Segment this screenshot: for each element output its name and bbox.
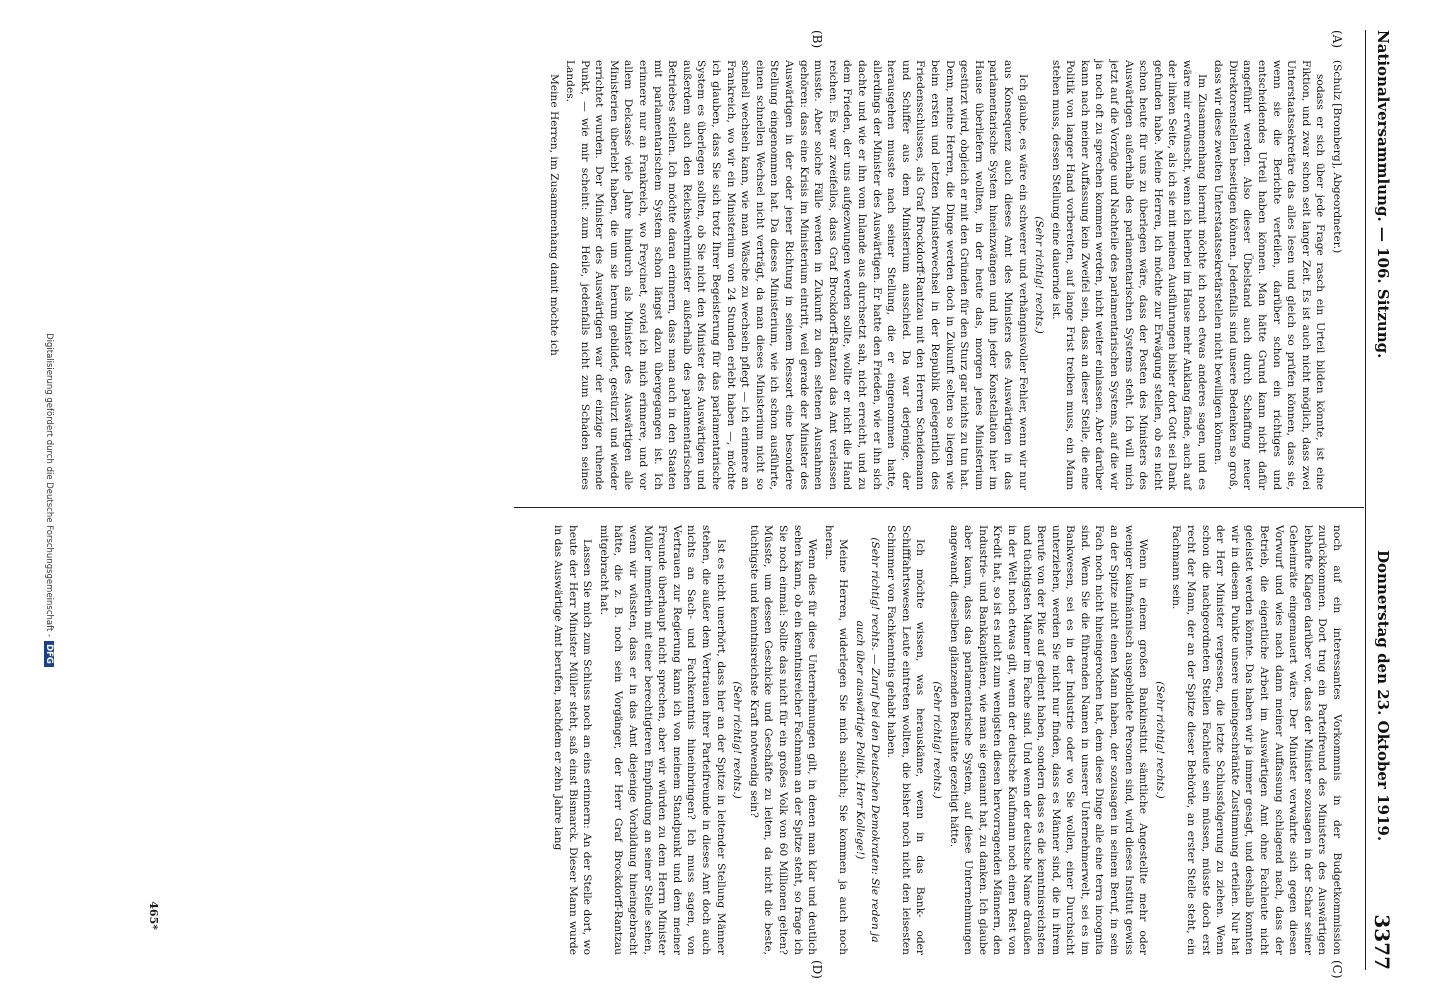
margin-mark-c: (C) [1330,960,1344,979]
left-column-paragraph: sodass er sich über jede Frage rasch ein Urteil bilden könnte, ist eine Fiktion, und zwar schon seit langer Zeit. Es ist auch nicht möglich, dass zwei Unterstaatssekretäre das alles lesen und gleich so prüfen können, dass sie, wenn sie die Berichte verteilen, darüber schon ein richtiges und entscheidendes Urteil haben können. Man hätte Grund kann nicht dafür angeführt werden. Also dieser Übelstand auch durch Schaffung neuer Direktorenstellen beseitigen können. Jedenfalls sind unsere Bedenken so groß, dass wir diese zweiten Unterstaatssekretärstellen nicht bewilligen können. [1212,60,1327,490]
page-number: 3377 [1370,914,1394,970]
right-column-paragraph: noch auf ein interessantes Vorkommnis in der Budgetkommission zurückkommen. Dort trug ein Parteifreund des Ministers des Auswärtigen lebhafte Klagen darüber vor, dass der Minister sozusagen in der Schar seiner Geheimräte eingemauert wäre. Der Minister verwahrte sich gegen diesen Vorwurf und wies nach dann meiner Auffassung schlagend nach, dass der Betrieb, die eigentliche Arbeit im Auswärtigen Amt ohne Fachleute nicht geleistet werden könnte. Das haben wir ja immer gesagt, und deshalb konnten wir in diesem Punkte unsere uneingeschränkte Zustimmung erteilen. Nur hat der Herr Minister vergessen, die letzte Schlussfolgerung zu ziehen. Wenn schon die nachgeordneten Stellen Fachleute sein müssen, müsste doch erst recht der Mann, der an der Spitze dieser Behörde, an erster Stelle steht, ein Fachmann sein. [1170,525,1343,955]
left-column-paragraph: Meine Herren, im Zusammenhang damit möchte ich [547,74,560,356]
left-column-paragraph: (Schulz [Bromberg], Abgeordneter.) [1331,60,1343,254]
header-title: Nationalversammlung. — 106. Sitzung. [1374,30,1392,359]
side-note [44,0,54,1000]
right-column-paragraph: Lassen Sie mich zum Schluss noch an eins erinnern: An der Stelle dort, wo heute der Herr Minister Müller steht, saß einst Bismarck. Dieser Mann wurde in das Auswärtige Amt berufen, nachdem er zehn Jahre lang [552,525,594,955]
right-column-paragraph: Wenn dies für diese Unternehmungen gilt, in denen man klar und deutlich sehen kann, ob ein kenntnisreicher Fachmann an der Spitze steht, so frage ich Sie noch einmal: Sollte das nicht für ein großes Volk von 60 Millionen gelten? Müsste, um dessen Geschicke und Geschäfte zu leiten, da nicht die beste, tüchtigste und kenntnisreichste Kraft notwendig sein? [747,525,819,955]
page-footer [134,30,164,970]
right-column-remark: (Sehr richtig! rechts. — Zuruf bei den Deutschen Demokraten: Sie reden ja auch über auswärtige Politik, Herr Kollege!) [854,537,881,943]
right-column-paragraph: Ich möchte wissen, was herauskäme, wenn in das Bank- oder Schifffahrtswesen Leute eintreten wollten, die bisher noch nicht den leisesten Schimmer von Fachkenntnis gehabt haben. [885,525,927,955]
margin-mark-d: (D) [810,960,824,979]
right-column-paragraph: Meine Herren, widerlegen Sie mich sachlich; Sie kommen ja auch noch heran. [822,525,850,955]
header-date: Donnerstag den 23. Oktober 1919. [1374,550,1392,842]
right-column-remark: (Sehr richtig! rechts.) [1153,681,1166,799]
right-column [549,525,1344,955]
page-header [1365,30,1394,970]
right-column-remark: (Sehr richtig! rechts.) [930,681,943,799]
left-column-paragraph: Ich glaube, es wäre ein schwerer und verhängnisvoller Fehler, wenn wir nur aus Konsequenz auch dieses Amt des Ministers des Auswärtigen in das parlamentarische System hineinzwängen und ihn jeder Konstellation hier im Hause überliefern wollten, in der heute das, morgen jenes Ministerium gestürzt wird, obgleich er mit den Gründen für den Sturz gar nichts zu tun hat. Denn, meine Herren, die Dinge werden doch in Zukunft selten so liegen wie beim ersten und letzten Ministerwechsel in der Republik gelegentlich des Friedensschlusses, als Graf Brockdorff-Rantzau mit den Herren Scheidemann und Schiffer aus dem Ministerium ausschied. Da war derjenige, der herausgehen musste nach seiner Stellung, die er eingenommen hatte, allerdings der Minister des Auswärtigen. Er hatte den Frieden, wie er ihn sich dachte und wie er ihn vom Inlande aus durchsetzt sah, nicht erreicht, und zu dem Frieden, der uns aufgezwungen werden sollte, wollte er nicht die Hand reichen. Es war zweifellos, dass Graf Brockdorff-Rantzau das Amt verlassen musste. Aber solche Fälle werden in Zukunft zu den seltenen Ausnahmen gehören: dass eine Krisis im Ministerium eintritt, weil gerade der Minister des Auswärtigen in der oder jener Richtung in seinem Ressort eine besondere Stellung eingenommen hat. Da dieses Ministerium, wie ich schon ausführte, einen schnellen Wechsel nicht verträgt, da man dieses Ministerium nicht so schnell wechseln kann, wie man Wäsche zu wechseln pflegt — ich erinnere an Frankreich, wo wir ein Ministerium von 24 Stunden erlebt haben —, möchte ich glauben, dass Sie sich trotz Ihrer Begeisterung für das parlamentarische System es überlegen sollten, ob Sie nicht den Minister des Auswärtigen und außerdem auch den Reichswehrminister außerhalb des parlamentarischen Betriebes stellen. Ich möchte daran erinnern, dass man auch in den Staaten mit parlamentarischem System schon längst dazu übergegangen ist. Ich erinnere nur an Frankreich, wo Freycinet, soviel ich mich erinnere, und vor allem Delcassé viele Jahre hindurch als Minister des Auswärtigen alle Ministerien überlebt haben, die um sie herum gebildet, gestürzt und wieder errichtet wurden. Der Minister des Auswärtigen war der einzige ruhende Punkt, — wie mir scheint: zum Heile, jedenfalls nicht zum Schaden seines Landes. [564,60,1029,490]
right-column-paragraph: Ist es nicht unerhört, dass hier an der Spitze in leitender Stellung Männer stehen, die außer dem Vertrauen ihrer Parteifreunde in dieses Amt doch auch nichts an Sach- und Fachkenntnis hineinbringen? Ich muss sagen, von Vertrauen zur Regierung kann ich von meinem Standpunkt und dem meiner Freunde überhaupt nicht sprechen, aber wir würden zu dem Herrn Minister Müller immerhin mit einer berechtigteren Empfindung an seiner Stelle sehen, wenn wir wüssten, dass er in das Amt diejenige Vorbildung hineingebracht hätte, die z. B. noch sein Vorgänger, der Herr Graf Brockdorff-Rantzau mitgebracht hat. [597,525,727,955]
sheet-number: 465* [147,901,160,930]
left-column-paragraph: Im Zusammenhang hiermit möchte ich noch etwas anderes sagen, und es wäre mir erwünscht, wenn ich hierbei im Hause mehr Anklang fände, auch auf der linken Seite, als ich sie mit meinen Ausführungen bisher dort Gott sei Dank gefunden habe. Meine Herren, ich möchte zur Erwägung stellen, ob es nicht schon heute für uns zu überlegen wäre, dass der Posten des Ministers des Auswärtigen außerhalb des parlamentarischen Systems steht. Ich will mich jetzt auf die Vorzüge und Nachteile des parlamentarischen Systems, auf die wir ja noch oft zu sprechen kommen werden, nicht weiter einlassen. Aber darüber kann nach meiner Auffassung kein Zweifel sein, dass an dieser Stelle, die eine Politik von langer Hand vorbereiten, auf lange Frist treiben muss, ein Mann stehen muss, dessen Stellung eine dauernde ist. [1049,60,1208,490]
margin-mark-b: (B) [810,30,824,49]
left-column-remark: (Sehr richtig! rechts.) [1033,216,1046,334]
margin-mark-a: (A) [1330,30,1344,49]
column-divider [514,507,1364,508]
side-note-text: Digitalisierung gefördert durch die Deutsche Forschungsgemeinschaft - [44,333,54,638]
right-column-paragraph: Wenn in einem großen Bankinstitut sämtliche Angestellte mehr oder weniger kaufmännisch ausgebildete Personen sind, wird dieses Institut gewiss an der Spitze nicht einen Mann haben, der sozusagen in seinem Beruf, in sein Fach noch nicht hineingerochen hat, dem diese Dinge alle eine terra incognita sind. Wenn Sie die führenden Namen in unserer Unternehmerwelt, sei es im Bankwesen, sei es in der Industrie oder wo Sie wollen, einer Durchsicht unterziehen, werden Sie nicht nur finden, dass es Männer sind, die in ihrem Berufe von der Pike auf gedient haben, sondern dass es die kenntnisreichsten und tüchtigsten Männer im Fache sind. Und wenn der deutsche Name draußen in der Welt noch etwas gilt, wenn der deutsche Kaufmann noch einen Rest von Kredit hat, so ist es nicht zum wenigsten diesen hervorragenden Männern, den Industrie- und Bankkapitänen, wie man sie genannt hat, zu danken. Ich glaube aber kaum, dass das parlamentarische System, auf diese Unternehmungen angewandt, dieselben glänzenden Resultate gezeitigt hätte. [947,525,1150,955]
dfg-logo: DFG [44,641,54,667]
left-column [544,60,1344,490]
right-column-remark: (Sehr richtig! rechts.) [731,681,744,799]
